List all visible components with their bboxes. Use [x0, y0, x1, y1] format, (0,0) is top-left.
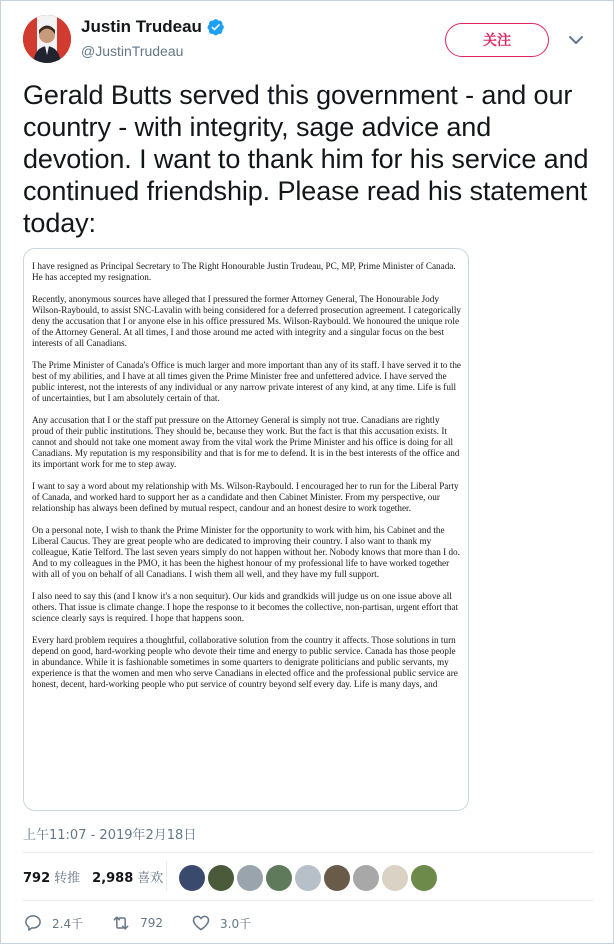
tweet-text: Gerald Butts served this government - and our country - with integrity, sage advice and devotion. I want to thank him for his service and continued friendship. Please read his statement today:: [23, 80, 589, 238]
liker-avatars: [179, 865, 440, 891]
verified-badge-icon: [207, 18, 225, 36]
user-handle[interactable]: @JustinTrudeau: [81, 43, 184, 59]
statement-paragraph: On a personal note, I wish to thank the Prime Minister for the opportunity to work with him, his Cabinet and the Liberal Caucus. They are great people who are dedicated to improving their country. I also want to thank my colleague, Katie Telford. The last seven years simply do not happen without her. Nobody knows that more than I do. And to my colleagues in the PMO, it has been the highest honour of my professional life to have worked together with all of you on behalf of all Canadians. I wish them all well, and they have my full support.: [32, 525, 460, 579]
like-count: 3.0千: [220, 916, 252, 931]
statement-paragraph: I want to say a word about my relationship with Ms. Wilson-Raybould. I encouraged her to run for the Liberal Party of Canada, and worked hard to support her as a candidate and then Cabinet Minister. From my perspective, our relationship has always been defined by mutual respect, candour and an honest desire to work together.: [32, 481, 459, 513]
reply-button[interactable]: [23, 913, 83, 933]
tweet-actions: [23, 913, 279, 933]
liker-avatar[interactable]: [295, 865, 321, 891]
follow-button[interactable]: 关注: [445, 23, 549, 57]
avatar-image: [23, 15, 71, 63]
liker-avatar[interactable]: [208, 865, 234, 891]
retweets-label: 转推: [54, 871, 81, 886]
like-button[interactable]: [191, 913, 251, 933]
chevron-down-icon[interactable]: [567, 31, 585, 49]
liker-avatar[interactable]: [237, 865, 263, 891]
liker-avatar[interactable]: [266, 865, 292, 891]
retweet-icon: [111, 913, 131, 933]
user-name[interactable]: [81, 17, 225, 37]
divider: [23, 852, 593, 853]
statement-paragraph: The Prime Minister of Canada's Office is much larger and more important than any of its staff. I have served it to the best of my abilities, and I have at all times given the Prime Minister free and unfettered advice. I have served the public interest, not the interests of any individual or any narrow private interest of any kind, at any time. Life is full of uncertainties, but I am absolutely certain of that.: [32, 360, 462, 403]
liker-avatar[interactable]: [324, 865, 350, 891]
divider: [23, 900, 593, 901]
tweet-timestamp[interactable]: 上午11:07 - 2019年2月18日: [23, 828, 197, 843]
liker-avatar[interactable]: [353, 865, 379, 891]
reply-icon: [23, 913, 43, 933]
retweets-stat[interactable]: [23, 867, 80, 886]
retweet-count: 792: [140, 916, 163, 930]
statement-image[interactable]: [23, 248, 469, 811]
likes-stat[interactable]: [92, 867, 163, 886]
statement-paragraph: I have resigned as Principal Secretary to The Right Honourable Justin Trudeau, PC, MP, Prime Minister of Canada. He has accepted my resignation.: [32, 261, 456, 282]
likes-label: 喜欢: [137, 871, 164, 886]
statement-paragraph: I also need to say this (and I know it's a non sequitur). Our kids and grandkids will judge us on one issue above all others. That issue is climate change. I hope the response to it becomes the collective, non-partisan, urgent effort that science clearly says is required. I hope that happens soon.: [32, 591, 459, 623]
liker-avatar[interactable]: [411, 865, 437, 891]
statement-text: [32, 261, 462, 701]
retweets-count: 792: [23, 871, 51, 886]
reply-count: 2.4千: [52, 916, 84, 931]
liker-avatar[interactable]: [179, 865, 205, 891]
stats-separator: [166, 861, 167, 891]
statement-paragraph: Any accusation that I or the staff put pressure on the Attorney General is simply not true. Canadians are rightly proud of their public institutions. They should be, because they work. But the fact is that this accusation exists. It cannot and should not take one moment away from the vital work the Prime Minister and his office is doing for all Canadians. My reputation is my responsibility and that is for me to defend. It is in the best interests of the office and its important work for me to step away.: [32, 415, 460, 469]
retweet-button[interactable]: [111, 913, 163, 933]
liker-avatar[interactable]: [382, 865, 408, 891]
statement-paragraph: Every hard problem requires a thoughtful, collaborative solution from the country it affects. Those solutions in turn depend on good, hard-working people who devote their time and energy to public service. Canada has those people in abundance. While it is fashionable sometimes in some quarters to denigrate politicians and public servants, my experience is that the women and men who serve Canadians in elected office and the professional public service are honest, decent, hard-working people who put service of country beyond self every day. Life is many days, and: [32, 635, 458, 689]
statement-paragraph: Recently, anonymous sources have alleged that I pressured the former Attorney General, The Honourable Jody Wilson-Raybould, to assist SNC-Lavalin with being considered for a deferred prosecution agreement. I categorically deny the accusation that I or anyone else in his office pressured Ms. Wilson-Raybould. We honoured the unique role of the Attorney General. At all times, I and those around me acted with integrity and a singular focus on the best interests of all Canadians.: [32, 294, 462, 348]
avatar[interactable]: [23, 15, 71, 63]
likes-count: 2,988: [92, 871, 134, 886]
tweet-stats: [23, 867, 175, 886]
user-name-text: Justin Trudeau: [81, 17, 202, 36]
heart-icon: [191, 913, 211, 933]
